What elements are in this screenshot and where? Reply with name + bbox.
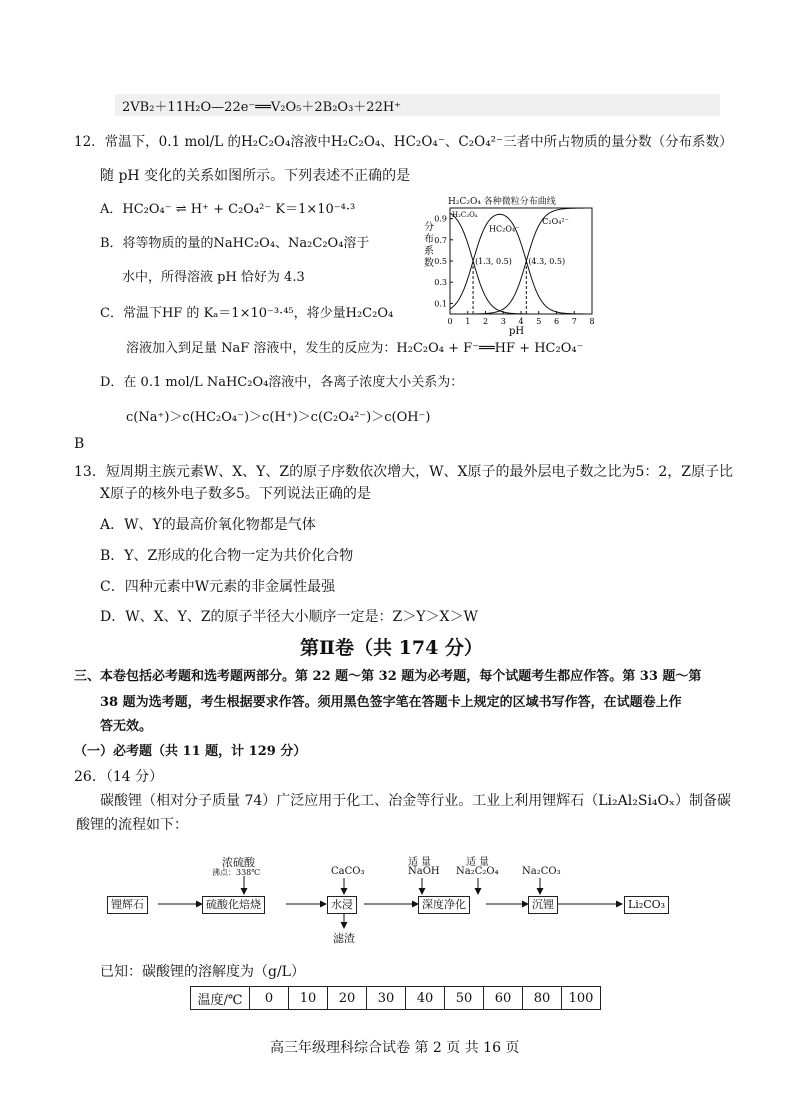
reagent-h2so4: 浓硫酸	[222, 856, 255, 869]
solubility-table	[190, 986, 601, 1010]
q12-option-c-line1: C．常温下HF 的 Kₐ＝1×10⁻³·⁴⁵，将少量H₂C₂O₄	[100, 306, 394, 321]
x-axis-label: pH	[509, 326, 525, 337]
flow-box-product: Li₂CO₃	[624, 896, 669, 914]
q13-option-b: B．Y、Z形成的化合物一定为共价化合物	[100, 548, 354, 564]
reagent-na2co3: Na₂CO₃	[522, 866, 561, 877]
flow-box-sulfation: 硫酸化焙烧	[202, 896, 265, 914]
temp-cell: 30	[367, 987, 406, 1010]
x-tick-label: 2	[482, 317, 489, 326]
y-tick-label: 0.5	[434, 257, 447, 266]
distribution-chart	[418, 204, 604, 340]
flow-box-spodumene: 锂辉石	[107, 896, 148, 914]
q13-option-d: D．W、X、Y、Z的原子半径大小顺序一定是：Z＞Y＞X＞W	[100, 609, 478, 625]
top-equation: 2VB₂＋11H₂O—22e⁻══V₂O₅＋2B₂O₃＋22H⁺	[122, 100, 402, 115]
flow-box-deep-purify: 深度净化	[418, 896, 470, 914]
temp-cell: 80	[523, 987, 562, 1010]
flow-box-precipitate: 沉锂	[528, 896, 558, 914]
annotation-pka2: (4.3, 0.5)	[528, 257, 566, 266]
required-header: （一）必考题（共 11 题，计 129 分）	[74, 744, 307, 759]
temp-cell: 10	[289, 987, 328, 1010]
x-tick-label: 8	[589, 317, 595, 326]
temp-cell: 40	[406, 987, 445, 1010]
temp-cell: 60	[484, 987, 523, 1010]
reagent-naoh-amount: 适 量	[408, 857, 432, 868]
flow-box-water-leach: 水浸	[327, 896, 357, 914]
q26-para-line1: 碳酸锂（相对分子质量 74）广泛应用于化工、冶金等行业。工业上利用锂辉石（Li₂Al₂Si₄Oₓ）制备碳	[100, 793, 731, 809]
q13-option-c: C．四种元素中W元素的非金属性最强	[100, 579, 336, 595]
chart-title: H₂C₂O₄ 各种微粒分布曲线	[448, 197, 556, 207]
q13-stem-line2: X原子的核外电子数多5。下列说法正确的是	[100, 486, 371, 502]
y-axis-label-char: 分	[424, 222, 434, 233]
series-line	[450, 214, 592, 314]
section-2-title: 第Ⅱ卷（共 174 分）	[300, 637, 483, 659]
q12-stem-line1: 12．常温下，0.1 mol/L 的H₂C₂O₄溶液中H₂C₂O₄、HC₂O₄⁻、C₂O₄²⁻三者中所占物质的量分数（分布系数）	[74, 134, 733, 150]
flow-arrows	[100, 850, 700, 950]
q26-para-line2: 酸锂的流程如下：	[76, 817, 188, 833]
temp-cell: 50	[445, 987, 484, 1010]
series-line	[450, 208, 592, 314]
reagent-naoh: NaOH	[408, 866, 440, 877]
x-tick-label: 4	[518, 317, 524, 326]
x-tick-label: 5	[536, 317, 542, 326]
x-tick-label: 1	[465, 317, 471, 326]
y-axis-label-char: 数	[424, 258, 434, 269]
plot-frame	[450, 208, 592, 314]
y-tick-label: 0.1	[434, 299, 447, 309]
series-label-c2o4: C₂O₄²⁻	[542, 216, 569, 226]
x-tick-label: 6	[553, 317, 560, 326]
series-label-h2c2o4: H₂C₂O₄	[452, 211, 478, 219]
reagent-na2c2o4: Na₂C₂O₄	[456, 866, 499, 877]
q12-stem-line2: 随 pH 变化的关系如图所示。下列表述不正确的是	[100, 168, 411, 184]
q13-option-a: A．W、Y的最高价氧化物都是气体	[100, 517, 316, 533]
known-solubility: 已知：碳酸锂的溶解度为（g/L）	[100, 964, 305, 980]
y-axis-label-char: 系	[424, 246, 434, 257]
y-tick-label: 0.9	[434, 214, 447, 224]
q12-option-b-line2: 水中，所得溶液 pH 恰好为 4.3	[122, 270, 305, 285]
q12-option-c-line2: 溶液加入到足量 NaF 溶液中，发生的反应为：H₂C₂O₄ + F⁻══HF + HC₂O₄⁻	[126, 341, 584, 356]
part3-line1: 三、本卷包括必考题和选考题两部分。第 22 题～第 32 题为必考题，每个试题考生都应作答。第 33 题～第	[74, 669, 702, 684]
reagent-na2c2o4-amount: 适 量	[466, 857, 490, 868]
temp-cell: 0	[250, 987, 289, 1010]
series-label-hc2o4: HC₂O₄⁻	[489, 224, 520, 234]
part3-line2: 38 题为选考题，考生根据要求作答。须用黑色签字笔在答题卡上规定的区域书写作答，在试题卷上作	[100, 695, 682, 710]
annotation-pka1: (1.3, 0.5)	[475, 257, 512, 266]
reagent-caco3: CaCO₃	[331, 866, 365, 877]
page-footer: 高三年级理科综合试卷 第 2 页 共 16 页	[270, 1040, 520, 1056]
temp-cell: 100	[562, 987, 601, 1010]
part3-line3: 答无效。	[100, 719, 153, 734]
q12-answer: B	[74, 436, 85, 452]
residue-label: 滤渣	[333, 932, 355, 945]
q12-option-d-line1: D．在 0.1 mol/L NaHC₂O₄溶液中，各离子浓度大小关系为：	[100, 375, 464, 390]
q26-head: 26．（14 分）	[74, 769, 164, 785]
x-tick-label: 7	[571, 317, 577, 326]
y-tick-label: 0.3	[434, 278, 447, 288]
q12-option-d-line2: c(Na⁺)＞c(HC₂O₄⁻)＞c(H⁺)＞c(C₂O₄²⁻)＞c(OH⁻)	[126, 410, 431, 425]
temp-cell: 20	[328, 987, 367, 1010]
reagent-h2so4-bp: 沸点：338℃	[212, 868, 261, 877]
x-tick-label: 0	[447, 317, 453, 326]
solubility-header: 温度/℃	[191, 987, 250, 1010]
y-tick-label: 0.7	[434, 235, 447, 245]
series-line	[450, 213, 592, 314]
q12-option-a: A．HC₂O₄⁻ ⇌ H⁺ + C₂O₄²⁻ K＝1×10⁻⁴·³	[100, 202, 356, 217]
y-axis-label-char: 布	[424, 234, 434, 245]
x-tick-label: 3	[500, 317, 506, 326]
q12-option-b-line1: B．将等物质的量的NaHC₂O₄、Na₂C₂O₄溶于	[100, 236, 370, 251]
q13-stem-line1: 13．短周期主族元素W、X、Y、Z的原子序数依次增大，W、X原子的最外层电子数之比为5：2，Z原子比	[74, 464, 734, 480]
